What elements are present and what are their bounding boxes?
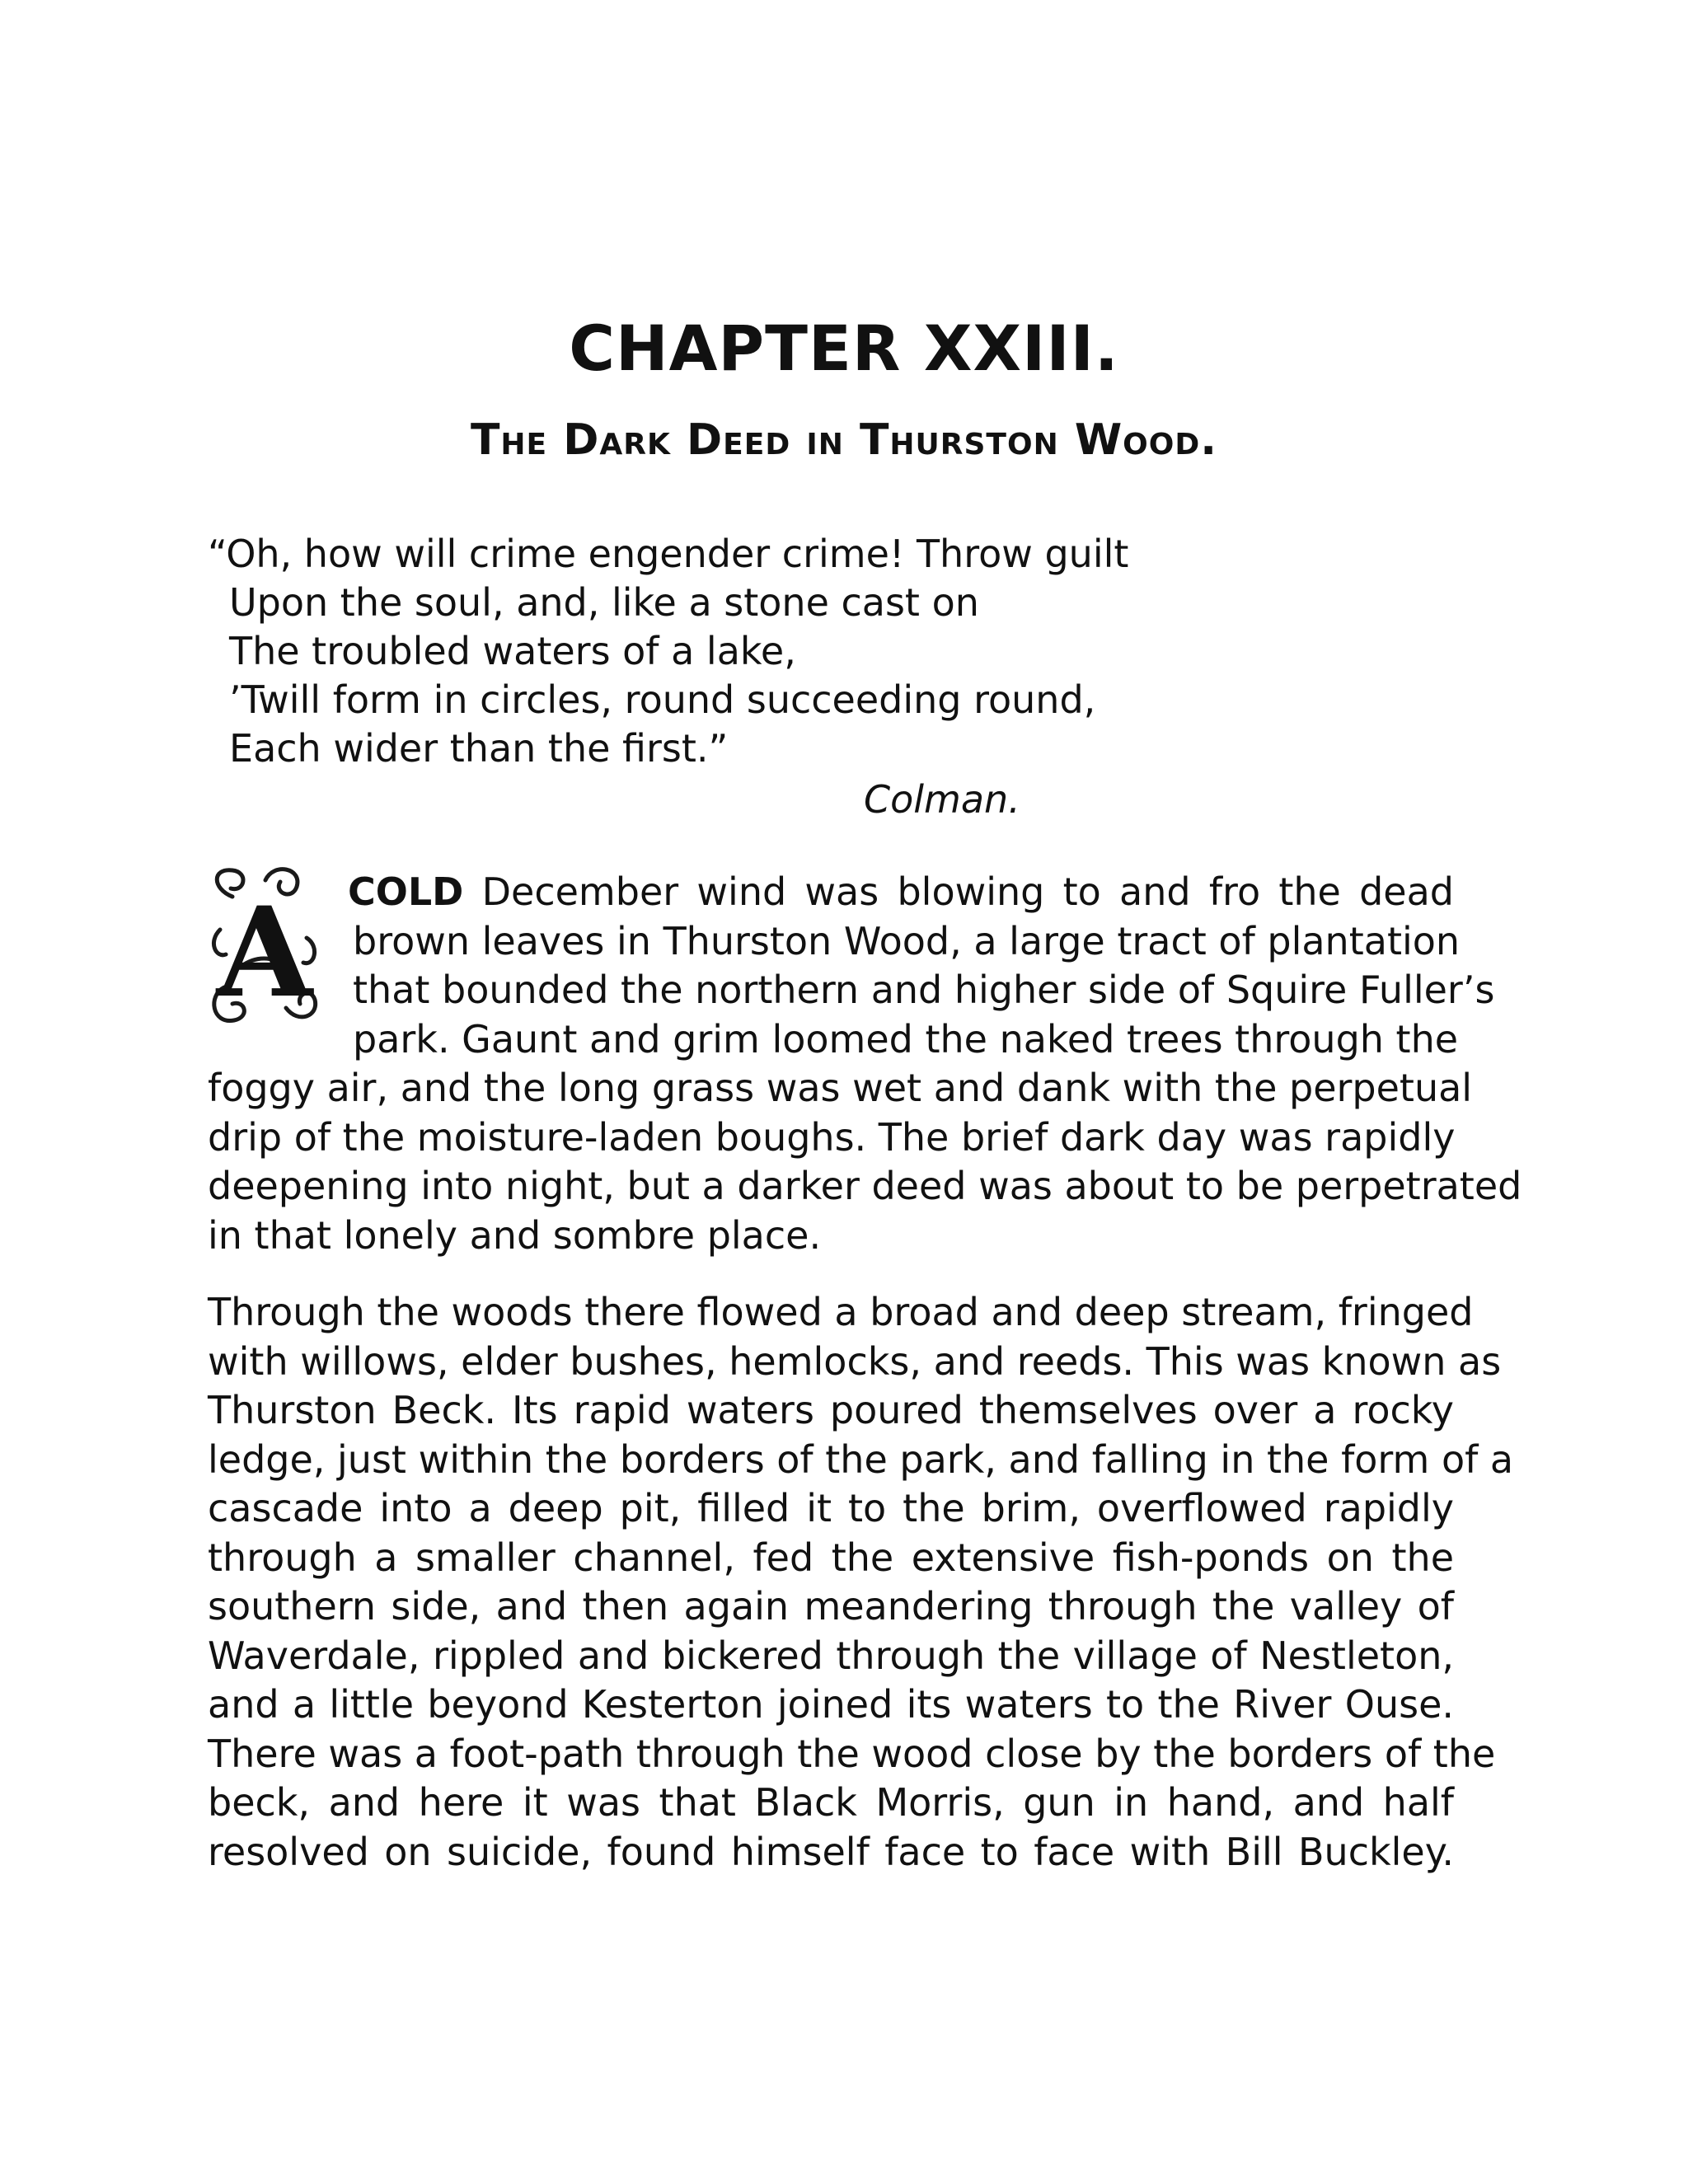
epigraph-line: ’Twill form in circles, round succeeding round, (229, 677, 1096, 722)
paragraph-line: There was a foot-path through the wood close by the borders of the (208, 1731, 1496, 1776)
epigraph-line: Upon the soul, and, like a stone cast on (229, 580, 979, 625)
paragraph-line: foggy air, and the long grass was wet and dank with the perpetual (208, 1066, 1473, 1110)
paragraph-line-text: December wind was blowing to and fro the dead (463, 869, 1454, 914)
drop-cap-letter: A (216, 880, 313, 1025)
paragraph-line: beck, and here it was that Black Morris, gun in hand, and half (208, 1780, 1454, 1825)
paragraph-line: through a smaller channel, fed the extensive fish-ponds on the (208, 1535, 1454, 1580)
paragraph-line: in that lonely and sombre place. (208, 1212, 822, 1258)
paragraph-line: ledge, just within the borders of the park, and falling in the form of a (208, 1436, 1514, 1482)
paragraph-line: southern side, and then again meandering through the valley of (208, 1584, 1454, 1629)
epigraph-line: The troubled waters of a lake, (229, 629, 796, 673)
chapter-subtitle: The Dark Deed in Thurston Wood. (470, 415, 1218, 465)
epigraph-attribution: Colman. (864, 777, 1020, 822)
paragraph-line: and a little beyond Kesterton joined its waters to the River Ouse. (208, 1682, 1454, 1727)
epigraph (208, 530, 1279, 773)
paragraph-line: cascade into a deep pit, filled it to the brim, overflowed rapidly (208, 1486, 1454, 1530)
paragraph-line (208, 868, 1454, 917)
paragraph-line: Through the woods there flowed a broad and deep stream, fringed (208, 1290, 1474, 1334)
paragraph-line: Thurston Beck. Its rapid waters poured themselves over a rocky (208, 1388, 1454, 1432)
paragraph-line: resolved on suicide, found himself face to face with Bill Buckley. (208, 1829, 1454, 1874)
paragraph-line: drip of the moisture-laden boughs. The brief dark day was rapidly (208, 1114, 1456, 1160)
paragraph-2 (208, 1288, 1514, 1877)
paragraph-line: deepening into night, but a darker deed was about to be perpetrated (208, 1164, 1522, 1208)
epigraph-line: Each wider than the first.” (229, 726, 729, 771)
epigraph-line: “Oh, how will crime engender crime! Throw guilt (208, 532, 1129, 576)
paragraph-1 (208, 868, 1522, 1260)
paragraph-line: with willows, elder bushes, hemlocks, and reeds. This was known as (208, 1338, 1502, 1384)
paragraph-line: Waverdale, rippled and bickered through the village of Nestleton, (208, 1633, 1454, 1678)
lead-word: COLD (348, 869, 464, 914)
paragraph-line: brown leaves in Thurston Wood, a large tract of plantation (353, 918, 1461, 963)
chapter-title: CHAPTER XXIII. (569, 312, 1119, 385)
paragraph-line: park. Gaunt and grim loomed the naked trees through the (353, 1016, 1459, 1062)
paragraph-line: that bounded the northern and higher side of Squire Fuller’s (353, 968, 1495, 1012)
